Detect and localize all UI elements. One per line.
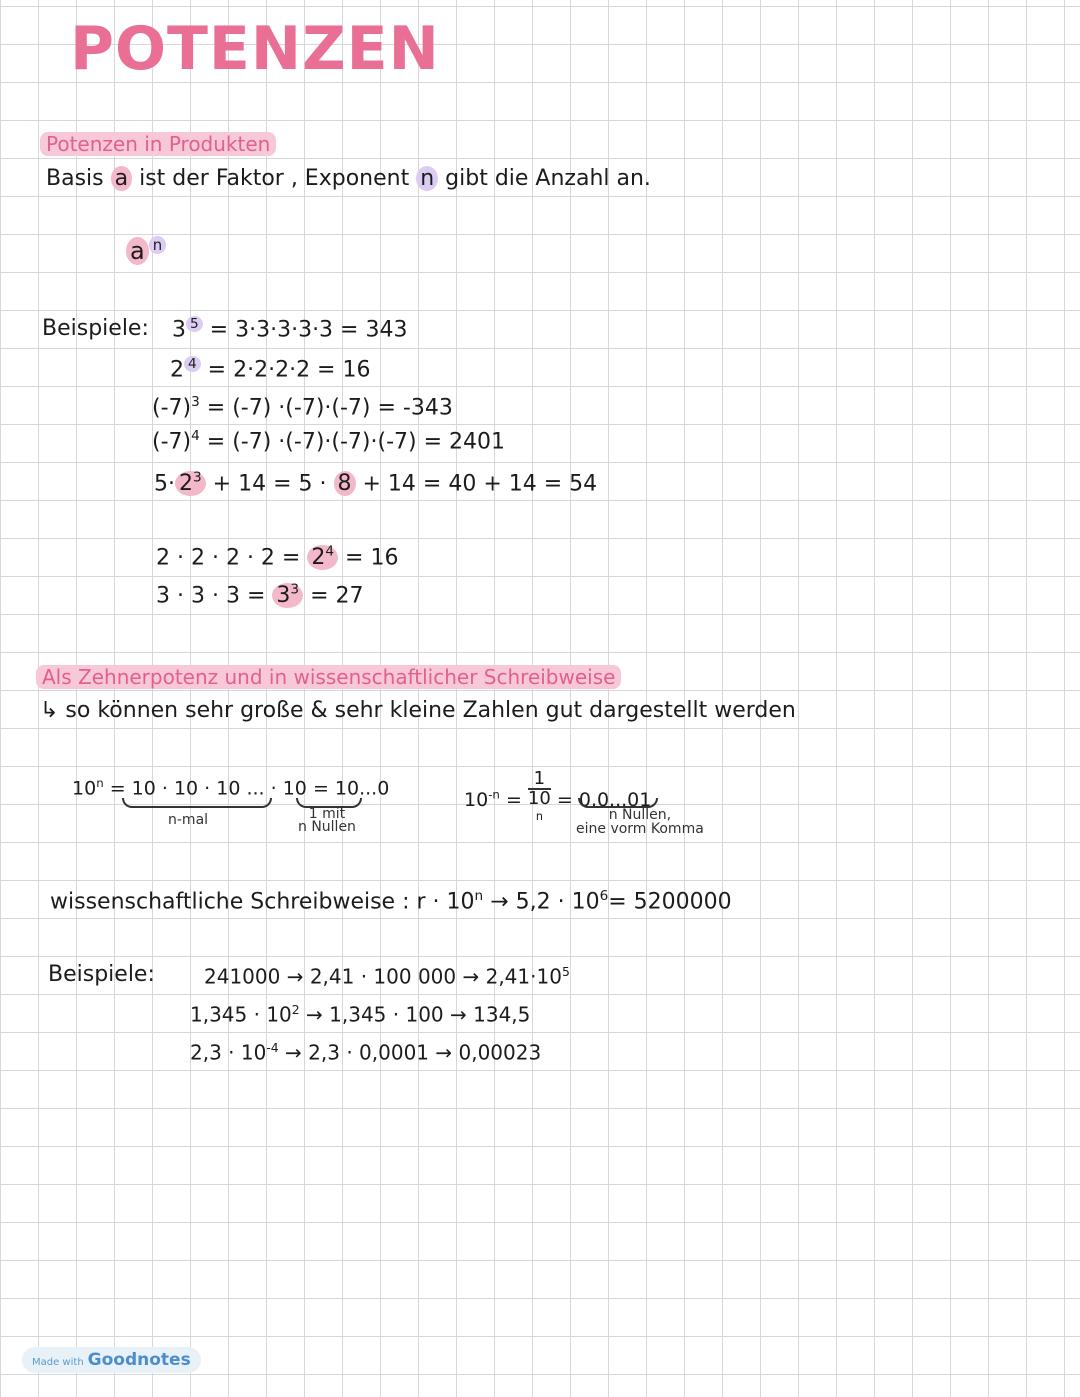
lhs-exponent: -n — [488, 787, 500, 802]
sci-example-row — [190, 1002, 530, 1027]
result-value: 10...0 — [334, 777, 390, 800]
scientific-example-exponent: 6 — [599, 888, 609, 904]
equals-sign: = — [505, 789, 522, 811]
sci-example-result: → 1,345 · 100 → 134,5 — [306, 1002, 531, 1027]
example-row — [152, 428, 505, 454]
sci-example-exponent: 2 — [291, 1002, 300, 1017]
sci-example-row — [190, 1040, 541, 1065]
scientific-formula-exponent: n — [474, 888, 484, 904]
scientific-notation-line — [50, 888, 732, 914]
sci-example-text: 1,345 · 10 — [190, 1002, 292, 1027]
example-base: (-7) — [152, 429, 192, 455]
section-heading-products: Potenzen in Produkten — [40, 132, 276, 156]
sci-example-exponent: 5 — [561, 964, 570, 979]
equals-sign: = — [556, 789, 573, 811]
definition-text — [46, 166, 651, 191]
example-base: 2 — [311, 545, 326, 571]
example-result: = 27 — [310, 583, 364, 609]
example-row — [156, 544, 398, 570]
sci-example-exponent: -4 — [266, 1040, 279, 1055]
equals-sign: = — [109, 777, 126, 800]
page-title: POTENZEN — [70, 14, 440, 84]
example-highlight — [307, 545, 338, 570]
example-term: 5· — [154, 471, 175, 497]
example-base: 2 — [179, 471, 193, 497]
sci-example-text: 241000 → 2,41 · 100 000 → 2,41·10 — [204, 964, 562, 989]
definition-part2: ist der Faktor , Exponent — [139, 166, 410, 191]
lhs-base: 10 — [464, 789, 489, 811]
scientific-label: wissenschaftliche Schreibweise : — [50, 889, 410, 915]
lhs-exponent: n — [96, 776, 104, 790]
example-highlight: 8 — [334, 471, 356, 496]
exponent-symbol: n — [416, 166, 438, 191]
scientific-example: → 5,2 · 10 — [490, 889, 600, 915]
sci-example-result: → 2,3 · 0,0001 → 0,00023 — [285, 1040, 542, 1065]
example-row — [156, 582, 363, 608]
section-subtitle: ↳ so können sehr große & sehr kleine Zahlen gut dargestellt werden — [40, 698, 796, 723]
scientific-example-result: = 5200000 — [608, 889, 732, 915]
example-base: 2 — [170, 357, 184, 383]
example-result: = (-7) ·(-7)·(-7) = -343 — [206, 395, 453, 421]
formula-exponent: n — [149, 236, 166, 254]
example-term: 2 · 2 · 2 · 2 = — [156, 545, 301, 571]
definition-part1: Basis — [46, 166, 104, 191]
example-row — [170, 356, 370, 382]
examples-label-1: Beispiele: — [42, 316, 149, 341]
made-with-text: Made with — [32, 1357, 84, 1368]
example-exponent: 4 — [325, 544, 335, 560]
label-line: 1 mit — [308, 806, 346, 822]
brace-n-mal — [122, 798, 272, 808]
fraction-denominator — [528, 790, 551, 831]
power-formula — [126, 236, 166, 265]
fraction — [528, 770, 551, 831]
label-line: n Nullen, — [608, 807, 672, 823]
result-value: 0,0...01 — [578, 789, 652, 811]
label-nullen — [298, 808, 356, 834]
example-result: = 3·3·3·3·3 = 343 — [209, 317, 408, 343]
sci-example-row — [204, 964, 570, 989]
section-heading-powers-of-ten: Als Zehnerpotenz und in wissenschaftlicher Schreibweise — [36, 665, 621, 689]
example-result: + 14 = 40 + 14 = 54 — [362, 471, 598, 497]
label-line: n Nullen — [298, 819, 356, 835]
example-result: = 2·2·2·2 = 16 — [207, 357, 371, 383]
fraction-numerator: 1 — [528, 770, 551, 790]
base-symbol: a — [111, 166, 132, 191]
example-highlight — [272, 583, 303, 608]
denominator-base: 10 — [527, 788, 551, 809]
label-line: eine vorm Komma — [576, 821, 704, 837]
example-term: + 14 = 5 · — [212, 471, 327, 497]
example-exponent: 4 — [191, 428, 200, 444]
example-result: = (-7) ·(-7)·(-7)·(-7) = 2401 — [206, 429, 505, 455]
example-result: = 16 — [345, 545, 399, 571]
examples-label-2: Beispiele: — [48, 962, 155, 987]
brand-text: Goodnotes — [87, 1350, 191, 1370]
lhs-base: 10 — [72, 777, 97, 800]
example-row — [172, 316, 407, 342]
example-exponent: 5 — [186, 316, 203, 332]
sci-example-text: 2,3 · 10 — [190, 1040, 267, 1065]
equals-sign: = — [312, 777, 329, 800]
example-exponent: 3 — [191, 394, 200, 410]
example-row — [154, 470, 597, 496]
definition-part3: gibt die Anzahl an. — [445, 166, 651, 191]
denominator-exponent: n — [535, 810, 543, 823]
example-exponent: 3 — [290, 582, 300, 598]
example-term: 3 · 3 · 3 = — [156, 583, 266, 609]
goodnotes-badge — [22, 1347, 201, 1373]
example-base: 3 — [172, 317, 186, 343]
example-exponent: 4 — [184, 356, 201, 372]
formula-base: a — [126, 237, 149, 265]
example-base: (-7) — [152, 395, 192, 421]
example-highlight — [175, 471, 206, 496]
product-expansion: 10 · 10 · 10 ... · 10 — [131, 777, 307, 800]
positive-power-definition — [72, 776, 389, 799]
example-exponent: 3 — [193, 470, 202, 486]
label-nullen-negative — [576, 808, 704, 836]
example-base: 3 — [276, 583, 291, 609]
example-row — [152, 394, 453, 420]
label-n-mal: n-mal — [168, 812, 209, 828]
scientific-formula: r · 10 — [416, 889, 475, 915]
